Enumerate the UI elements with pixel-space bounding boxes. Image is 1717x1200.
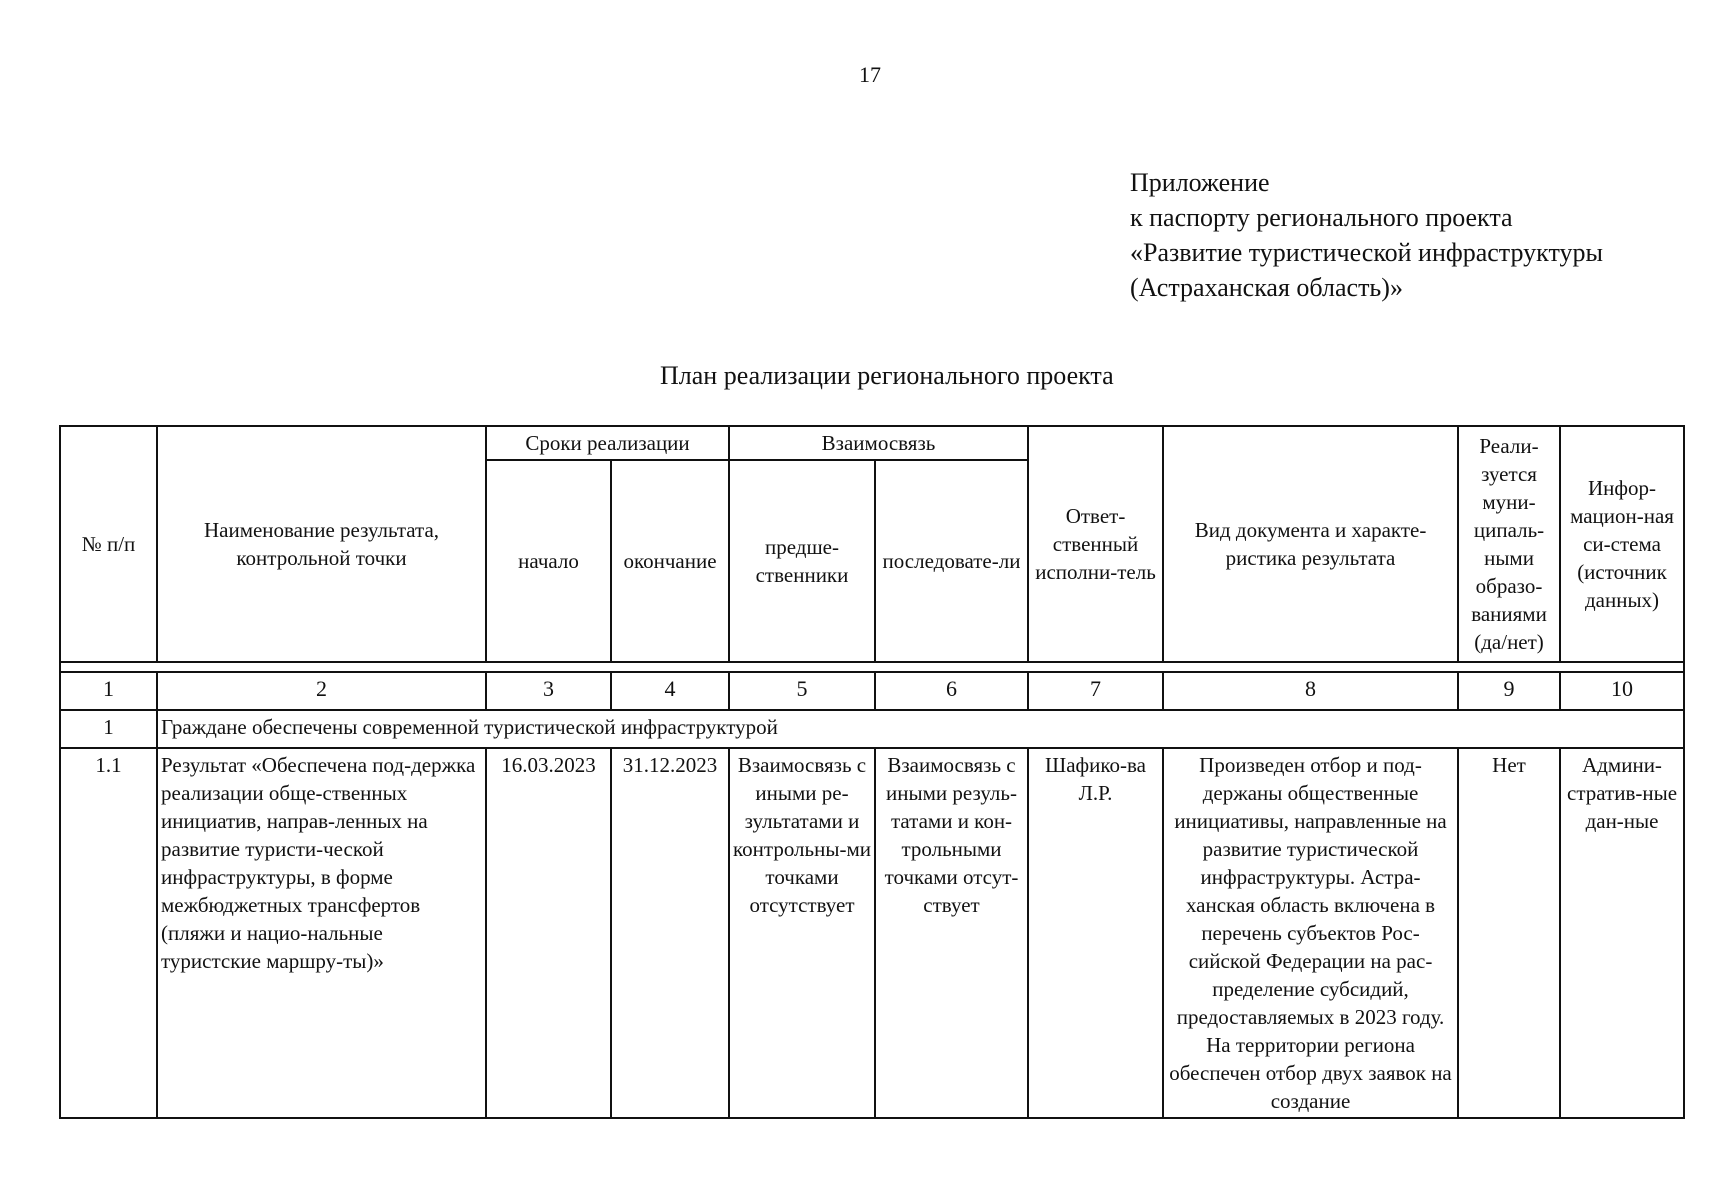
header-link: Взаимосвязь <box>729 426 1028 460</box>
row-start-date: 16.03.2023 <box>486 748 611 1118</box>
header-num: № п/п <box>60 426 157 662</box>
header-successors: последовате-ли <box>875 460 1028 662</box>
section-row <box>60 710 1684 748</box>
column-number: 4 <box>611 672 729 710</box>
table-row <box>60 748 1684 1118</box>
header-start: начало <box>486 460 611 662</box>
row-successors: Взаимосвязь с иными резуль-татами и кон-трольными точками отсут-ствует <box>875 748 1028 1118</box>
row-responsible: Шафико-ва Л.Р. <box>1028 748 1163 1118</box>
appendix-line-4: (Астраханская область)» <box>1130 273 1403 302</box>
header-responsible: Ответ-ственный исполни-тель <box>1028 426 1163 662</box>
row-predecessors: Взаимосвязь с иными ре-зультатами и контрольны-ми точками отсутствует <box>729 748 875 1118</box>
column-number: 10 <box>1560 672 1684 710</box>
column-number: 7 <box>1028 672 1163 710</box>
header-info-system: Инфор-мацион-ная си-стема (источник данных) <box>1560 426 1684 662</box>
row-name: Результат «Обеспечена под-держка реализации обще-ственных инициатив, направ-ленных на развитие туристи-ческой инфраструктуры, в форме межбюджетных трансфертов (пляжи и нацио-нальные туристские маршру-ты)» <box>157 748 486 1118</box>
column-number-row <box>60 672 1684 710</box>
section-title: Граждане обеспечены современной туристической инфраструктурой <box>157 710 1684 748</box>
row-end-date: 31.12.2023 <box>611 748 729 1118</box>
appendix-line-2: к паспорту регионального проекта <box>1130 203 1513 232</box>
row-municipal: Нет <box>1458 748 1560 1118</box>
implementation-plan-table <box>59 425 1685 1119</box>
header-terms: Сроки реализации <box>486 426 729 460</box>
column-number: 9 <box>1458 672 1560 710</box>
page-number: 17 <box>859 62 881 87</box>
header-separator <box>60 662 1684 672</box>
row-doc-type: Произведен отбор и под-держаны общественные инициативы, направленные на развитие туристической инфраструктуры. Астра-ханская область включена в перечень субъектов Рос-сийской Федерации на рас-пределение субсидий, предоставляемых в 2023 году. На территории региона обеспечен отбор двух заявок на создание <box>1163 748 1458 1118</box>
header-name: Наименование результата, контрольной точки <box>157 426 486 662</box>
column-number: 5 <box>729 672 875 710</box>
column-number: 1 <box>60 672 157 710</box>
header-predecessors: предше-ственники <box>729 460 875 662</box>
row-num: 1.1 <box>60 748 157 1118</box>
appendix-line-1: Приложение <box>1130 168 1270 197</box>
header-municipal: Реали-зуется муни-ципаль-ными образо-ваниями (да/нет) <box>1458 426 1560 662</box>
column-number: 8 <box>1163 672 1458 710</box>
appendix-block <box>1130 165 1603 305</box>
document-title: План реализации регионального проекта <box>660 361 1114 390</box>
appendix-line-3: «Развитие туристической инфраструктуры <box>1130 238 1603 267</box>
header-end: окончание <box>611 460 729 662</box>
column-number: 3 <box>486 672 611 710</box>
header-doc-type: Вид документа и характе-ристика результата <box>1163 426 1458 662</box>
section-num: 1 <box>60 710 157 748</box>
row-info-system: Админи-стратив-ные дан-ные <box>1560 748 1684 1118</box>
column-number: 6 <box>875 672 1028 710</box>
column-number: 2 <box>157 672 486 710</box>
